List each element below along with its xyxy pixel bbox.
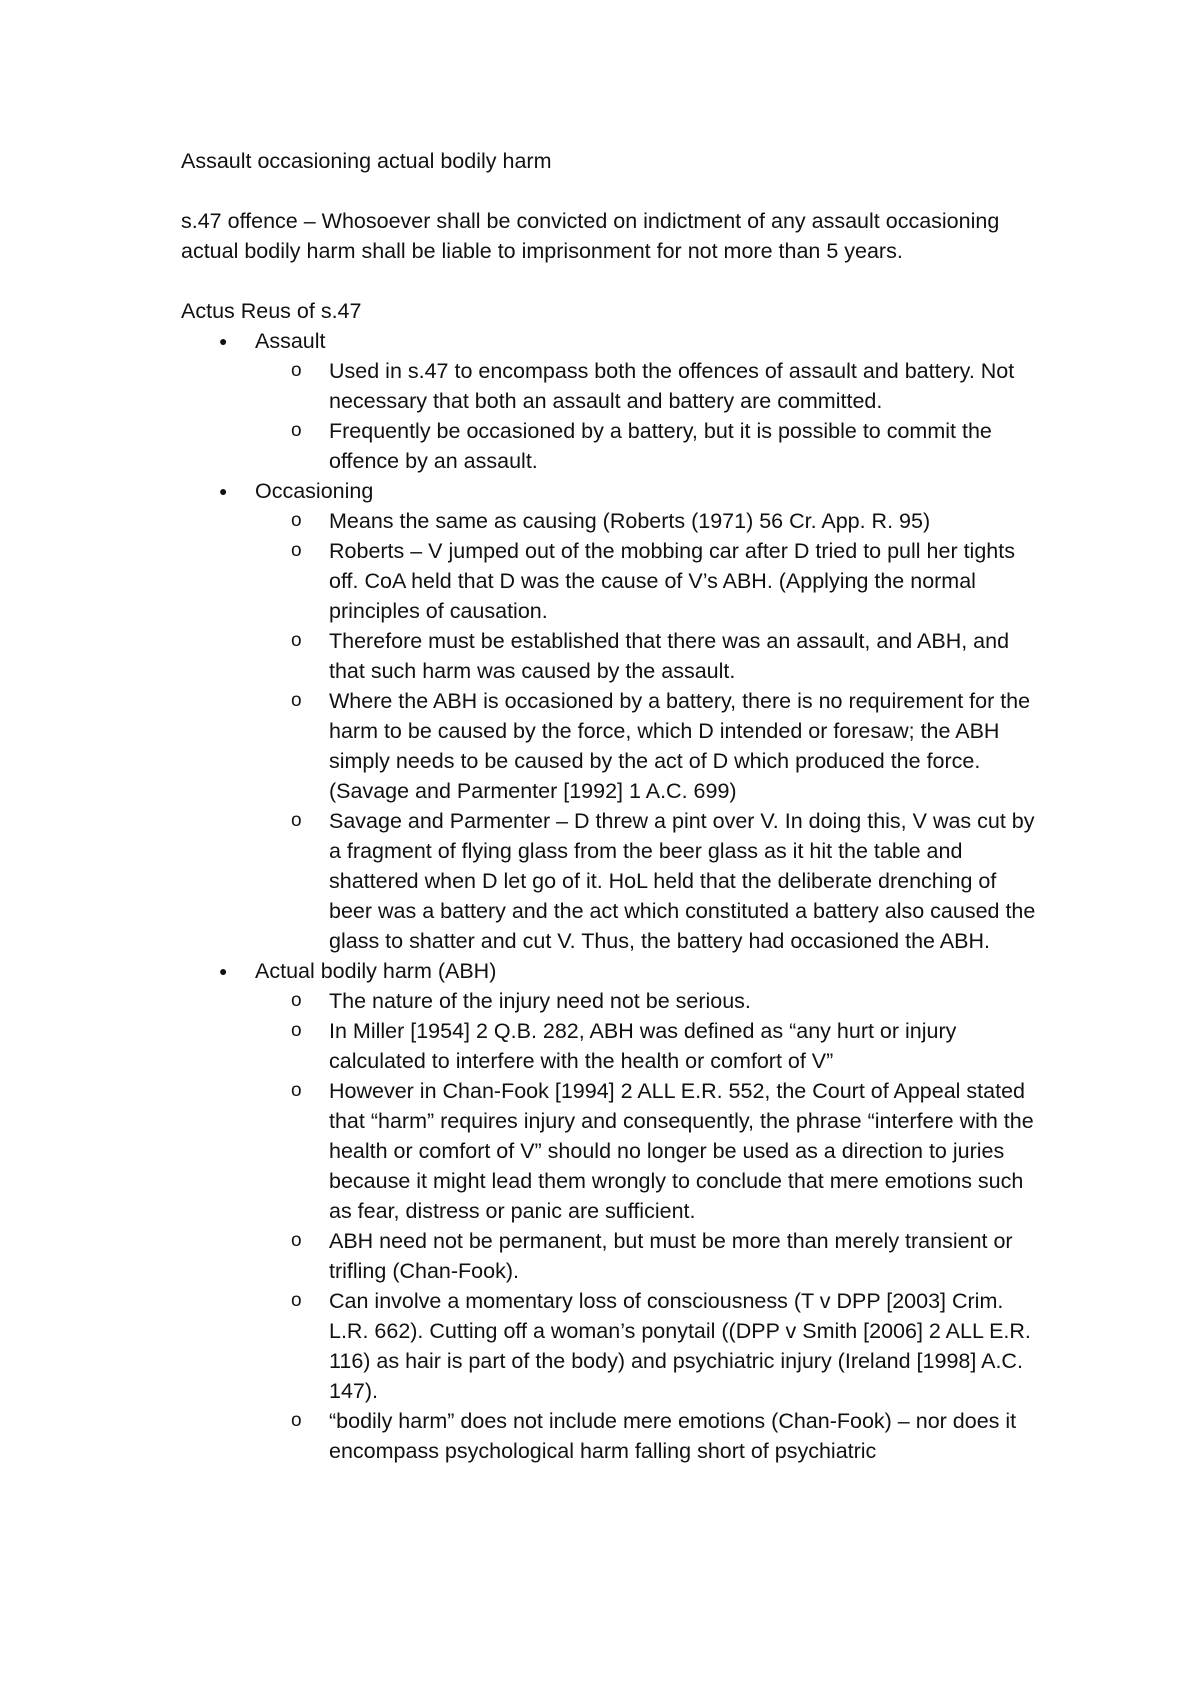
sub-bullet-icon: o bbox=[291, 510, 302, 531]
sub-list-item bbox=[255, 1076, 1041, 1226]
sub-list-item-text: Roberts – V jumped out of the mobbing car after D tried to pull her tights off. CoA held that D was the cause of V’s ABH. (Applying the normal principles of causation. bbox=[329, 539, 1015, 623]
list-item-label: Actual bodily harm (ABH) bbox=[255, 959, 497, 983]
sub-bullet-icon: o bbox=[291, 1410, 302, 1431]
sub-list-item-text: Frequently be occasioned by a battery, but it is possible to commit the offence by an assault. bbox=[329, 419, 992, 473]
sub-bullet-icon: o bbox=[291, 420, 302, 441]
sub-list-item-text: Used in s.47 to encompass both the offences of assault and battery. Not necessary that both an assault and battery are committed. bbox=[329, 359, 1015, 413]
sub-list-item-text: Where the ABH is occasioned by a battery, there is no requirement for the harm to be caused by the force, which D intended or foresaw; the ABH simply needs to be caused by the act of D which produced the force. (Savage and Parmenter [1992] 1 A.C. 699) bbox=[329, 689, 1031, 803]
sub-list-item bbox=[255, 986, 1041, 1016]
sub-bullet-icon: o bbox=[291, 690, 302, 711]
sub-bullet-icon: o bbox=[291, 360, 302, 381]
sub-list-item-text: In Miller [1954] 2 Q.B. 282, ABH was defined as “any hurt or injury calculated to interfere with the health or comfort of V” bbox=[329, 1019, 957, 1073]
list-item-assault bbox=[181, 326, 1041, 476]
sub-bullet-icon: o bbox=[291, 1020, 302, 1041]
sub-bullet-icon: o bbox=[291, 1290, 302, 1311]
bullet-list bbox=[181, 326, 1041, 1466]
bullet-icon: ● bbox=[219, 333, 228, 349]
sub-list bbox=[255, 356, 1041, 476]
sub-list-item-text: Therefore must be established that there was an assault, and ABH, and that such harm was caused by the assault. bbox=[329, 629, 1010, 683]
sub-list-item bbox=[255, 1226, 1041, 1286]
document-page bbox=[181, 146, 1041, 1466]
sub-list-item bbox=[255, 1406, 1041, 1466]
document-title: Assault occasioning actual bodily harm bbox=[181, 149, 552, 173]
sub-list bbox=[255, 986, 1041, 1466]
sub-list-item bbox=[255, 806, 1041, 956]
sub-list-item-text: Savage and Parmenter – D threw a pint over V. In doing this, V was cut by a fragment of flying glass from the beer glass as it hit the table and shattered when D let go of it. HoL held that the deliberate drenching of beer was a battery and the act which constituted a battery also caused the glass to shatter and cut V. Thus, the battery had occasioned the ABH. bbox=[329, 809, 1036, 953]
bullet-icon: ● bbox=[219, 963, 228, 979]
sub-list-item bbox=[255, 356, 1041, 416]
sub-list-item-text: “bodily harm” does not include mere emotions (Chan-Fook) – nor does it encompass psychological harm falling short of psychiatric bbox=[329, 1409, 1017, 1463]
sub-list-item bbox=[255, 416, 1041, 476]
sub-list-item-text: Means the same as causing (Roberts (1971) 56 Cr. App. R. 95) bbox=[329, 509, 931, 533]
sub-list bbox=[255, 506, 1041, 956]
list-item-occasioning bbox=[181, 476, 1041, 956]
bullet-icon: ● bbox=[219, 483, 228, 499]
section-heading: Actus Reus of s.47 bbox=[181, 299, 362, 323]
intro-paragraph: s.47 offence – Whosoever shall be convicted on indictment of any assault occasioning actual bodily harm shall be liable to imprisonment for not more than 5 years. bbox=[181, 209, 1000, 263]
sub-bullet-icon: o bbox=[291, 990, 302, 1011]
list-item-actual-bodily-harm bbox=[181, 956, 1041, 1466]
sub-list-item bbox=[255, 626, 1041, 686]
list-item-label: Occasioning bbox=[255, 479, 374, 503]
sub-bullet-icon: o bbox=[291, 630, 302, 651]
sub-list-item bbox=[255, 506, 1041, 536]
sub-bullet-icon: o bbox=[291, 1230, 302, 1251]
sub-list-item-text: The nature of the injury need not be serious. bbox=[329, 989, 751, 1013]
sub-list-item bbox=[255, 1286, 1041, 1406]
sub-list-item bbox=[255, 686, 1041, 806]
list-item-label: Assault bbox=[255, 329, 326, 353]
sub-list-item bbox=[255, 1016, 1041, 1076]
sub-bullet-icon: o bbox=[291, 810, 302, 831]
sub-bullet-icon: o bbox=[291, 540, 302, 561]
sub-list-item-text: Can involve a momentary loss of consciousness (T v DPP [2003] Crim. L.R. 662). Cutting off a woman’s ponytail ((DPP v Smith [2006] 2 ALL E.R. 116) as hair is part of the body) and psychiatric injury (Ireland [1998] A.C. 147). bbox=[329, 1289, 1031, 1403]
sub-list-item-text: ABH need not be permanent, but must be more than merely transient or trifling (Chan-Fook). bbox=[329, 1229, 1013, 1283]
sub-list-item-text: However in Chan-Fook [1994] 2 ALL E.R. 552, the Court of Appeal stated that “harm” requires injury and consequently, the phrase “interfere with the health or comfort of V” should no longer be used as a direction to juries because it might lead them wrongly to conclude that mere emotions such as fear, distress or panic are sufficient. bbox=[329, 1079, 1034, 1223]
sub-bullet-icon: o bbox=[291, 1080, 302, 1101]
sub-list-item bbox=[255, 536, 1041, 626]
